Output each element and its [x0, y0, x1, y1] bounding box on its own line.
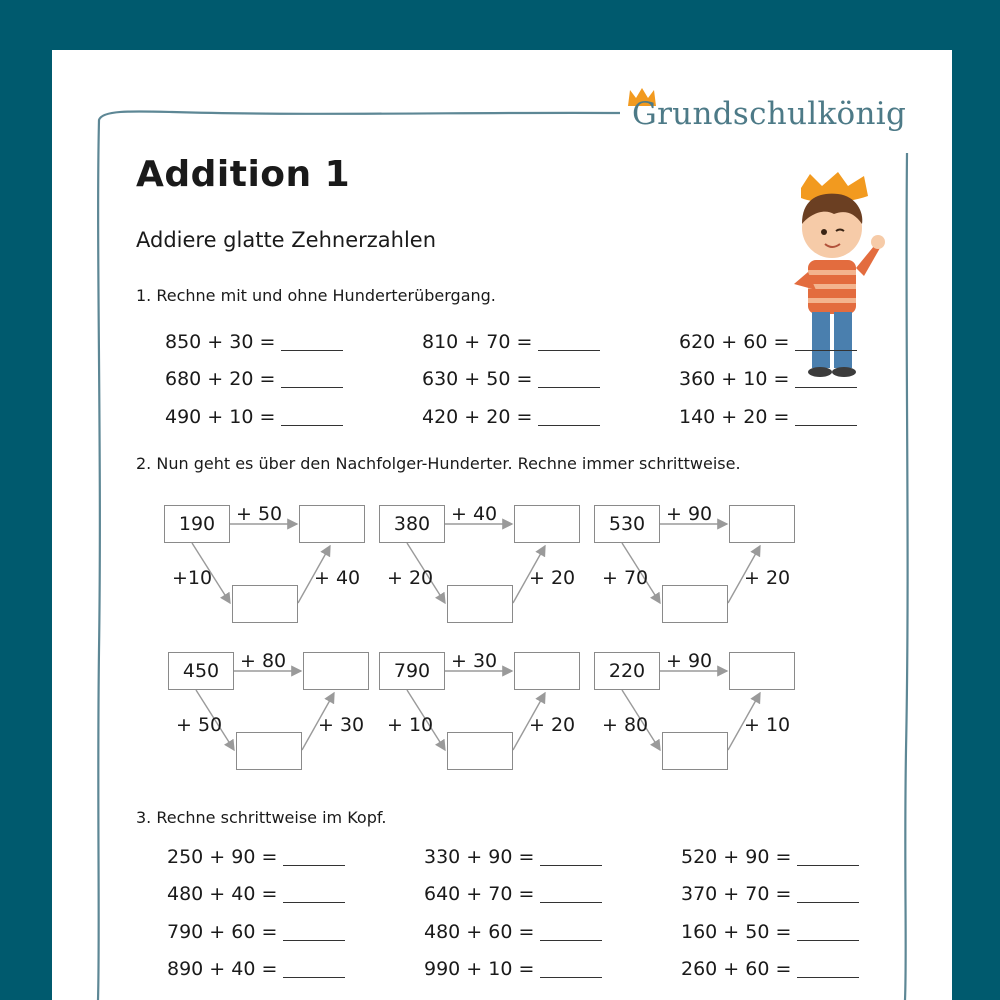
task3-equation: 640 + 70 =: [424, 883, 602, 905]
total-addend: + 80: [240, 650, 287, 672]
answer-line[interactable]: [795, 350, 857, 351]
page-title: Addition 1: [136, 154, 351, 195]
answer-line[interactable]: [795, 425, 857, 426]
result-box[interactable]: [299, 505, 365, 543]
task3-equation: 520 + 90 =: [681, 846, 859, 868]
start-number-box: 380: [379, 505, 445, 543]
task3-equation: 160 + 50 =: [681, 921, 859, 943]
first-step-addend: + 50: [176, 714, 223, 736]
step-diagram: [594, 652, 814, 782]
total-addend: + 40: [451, 503, 498, 525]
step-diagram: [379, 505, 599, 635]
step-diagram: [379, 652, 599, 782]
start-number-box: 790: [379, 652, 445, 690]
start-number-box: 190: [164, 505, 230, 543]
step-diagram: [164, 505, 384, 635]
total-addend: + 90: [666, 503, 713, 525]
task3-equation: 330 + 90 =: [424, 846, 602, 868]
first-step-addend: +10: [172, 567, 213, 589]
step-diagram: [594, 505, 814, 635]
task1-equation: 420 + 20 =: [422, 406, 600, 428]
answer-line[interactable]: [797, 902, 859, 903]
answer-line[interactable]: [283, 902, 345, 903]
answer-line[interactable]: [283, 977, 345, 978]
intermediate-box[interactable]: [236, 732, 302, 770]
result-box[interactable]: [514, 505, 580, 543]
result-box[interactable]: [729, 652, 795, 690]
boy-with-crown-illustration: [780, 168, 890, 388]
task3-equation: 990 + 10 =: [424, 958, 602, 980]
start-number-box: 530: [594, 505, 660, 543]
start-number-box: 450: [168, 652, 234, 690]
answer-line[interactable]: [540, 865, 602, 866]
task-3-heading: 3. Rechne schrittweise im Kopf.: [136, 808, 387, 827]
answer-line[interactable]: [281, 387, 343, 388]
task3-equation: 370 + 70 =: [681, 883, 859, 905]
answer-line[interactable]: [540, 902, 602, 903]
intermediate-box[interactable]: [232, 585, 298, 623]
answer-line[interactable]: [540, 977, 602, 978]
second-step-addend: + 20: [744, 567, 791, 589]
intermediate-box[interactable]: [662, 732, 728, 770]
answer-line[interactable]: [281, 350, 343, 351]
task3-equation: 480 + 60 =: [424, 921, 602, 943]
start-number-box: 220: [594, 652, 660, 690]
first-step-addend: + 20: [387, 567, 434, 589]
answer-line[interactable]: [797, 940, 859, 941]
second-step-addend: + 10: [744, 714, 791, 736]
total-addend: + 50: [236, 503, 283, 525]
intermediate-box[interactable]: [447, 732, 513, 770]
answer-line[interactable]: [281, 425, 343, 426]
answer-line[interactable]: [538, 425, 600, 426]
first-step-addend: + 80: [602, 714, 649, 736]
answer-line[interactable]: [283, 940, 345, 941]
first-step-addend: + 70: [602, 567, 649, 589]
total-addend: + 90: [666, 650, 713, 672]
total-addend: + 30: [451, 650, 498, 672]
task1-equation: 850 + 30 =: [165, 331, 343, 353]
task1-equation: 490 + 10 =: [165, 406, 343, 428]
second-step-addend: + 20: [529, 714, 576, 736]
result-box[interactable]: [303, 652, 369, 690]
task3-equation: 260 + 60 =: [681, 958, 859, 980]
intermediate-box[interactable]: [662, 585, 728, 623]
task1-equation: 360 + 10 =: [679, 368, 857, 390]
task1-equation: 810 + 70 =: [422, 331, 600, 353]
second-step-addend: + 40: [314, 567, 361, 589]
second-step-addend: + 30: [318, 714, 365, 736]
second-step-addend: + 20: [529, 567, 576, 589]
answer-line[interactable]: [540, 940, 602, 941]
task3-equation: 250 + 90 =: [167, 846, 345, 868]
brand-logo: Grundschulkönig: [632, 96, 907, 132]
task3-equation: 890 + 40 =: [167, 958, 345, 980]
task1-equation: 680 + 20 =: [165, 368, 343, 390]
result-box[interactable]: [514, 652, 580, 690]
intermediate-box[interactable]: [447, 585, 513, 623]
step-diagram: [168, 652, 388, 782]
task1-equation: 620 + 60 =: [679, 331, 857, 353]
first-step-addend: + 10: [387, 714, 434, 736]
answer-line[interactable]: [797, 865, 859, 866]
answer-line[interactable]: [538, 350, 600, 351]
task1-equation: 630 + 50 =: [422, 368, 600, 390]
answer-line[interactable]: [538, 387, 600, 388]
worksheet-page: [52, 50, 952, 1000]
answer-line[interactable]: [795, 387, 857, 388]
result-box[interactable]: [729, 505, 795, 543]
task1-equation: 140 + 20 =: [679, 406, 857, 428]
task-1-heading: 1. Rechne mit und ohne Hunderterübergang.: [136, 286, 496, 305]
answer-line[interactable]: [283, 865, 345, 866]
answer-line[interactable]: [797, 977, 859, 978]
task-2-heading: 2. Nun geht es über den Nachfolger-Hunderter. Rechne immer schrittweise.: [136, 454, 741, 473]
task3-equation: 480 + 40 =: [167, 883, 345, 905]
page-subtitle: Addiere glatte Zehnerzahlen: [136, 228, 437, 252]
task3-equation: 790 + 60 =: [167, 921, 345, 943]
